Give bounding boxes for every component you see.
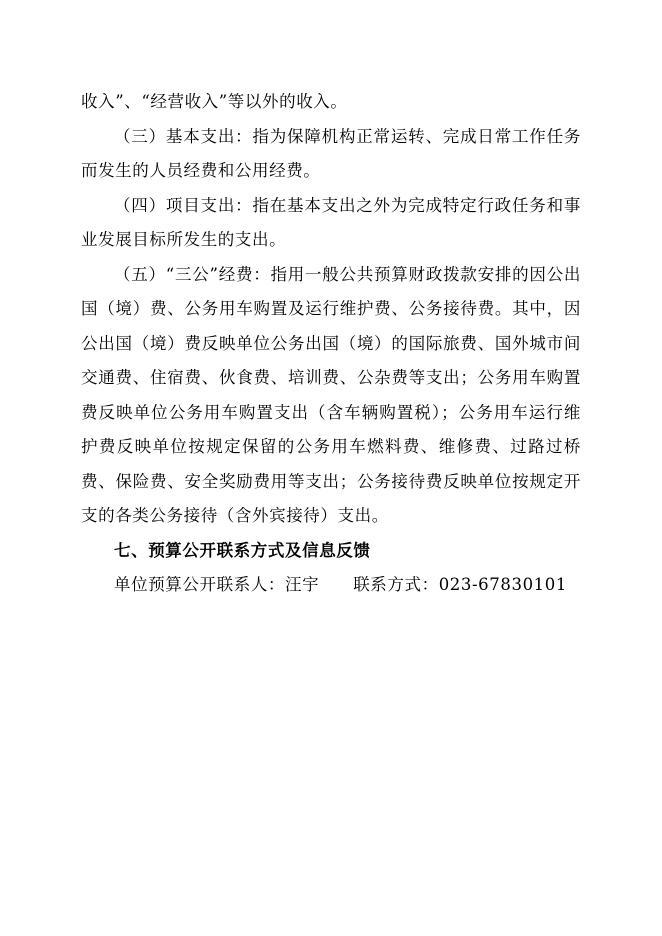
contact-line [81,568,581,603]
contact-phone: 023-67830101 [438,575,567,594]
contact-person-label: 单位预算公开联系人： [114,575,285,594]
paragraph-project-expenditure: （四）项目支出：指在基本支出之外为完成特定行政任务和事业发展目标所发生的支出。 [81,195,581,249]
document-page [81,85,581,603]
paragraph-basic-expenditure: （三）基本支出：指为保障机构正常运转、完成日常工作任务而发生的人员经费和公用经费。 [81,126,581,180]
section-heading-contact: 七、预算公开联系方式及信息反馈 [114,540,371,560]
contact-method-label: 联系方式： [353,575,439,594]
contact-person-name: 汪宇 [285,575,320,594]
paragraph-three-public-funds: （五）“三公”经费：指用一般公共预算财政拨款安排的因公出国（境）费、公务用车购置及运行维护费、公务接待费。其中，因公出国（境）费反映单位公务出国（境）的国际旅费、国外城市间交通费、住宿费、伙食费、培训费、公杂费等支出；公务用车购置费反映单位公务用车购置支出（含车辆购置税）；公务用车运行维护费反映单位按规定保留的公务用车燃料费、维修费、过路过桥费、保险费、安全奖励费用等支出；公务接待费反映单位按规定开支的各类公务接待（含外宾接待）支出。 [81,264,581,525]
paragraph-income-continuation: 收入”、“经营收入”等以外的收入。 [81,92,348,111]
